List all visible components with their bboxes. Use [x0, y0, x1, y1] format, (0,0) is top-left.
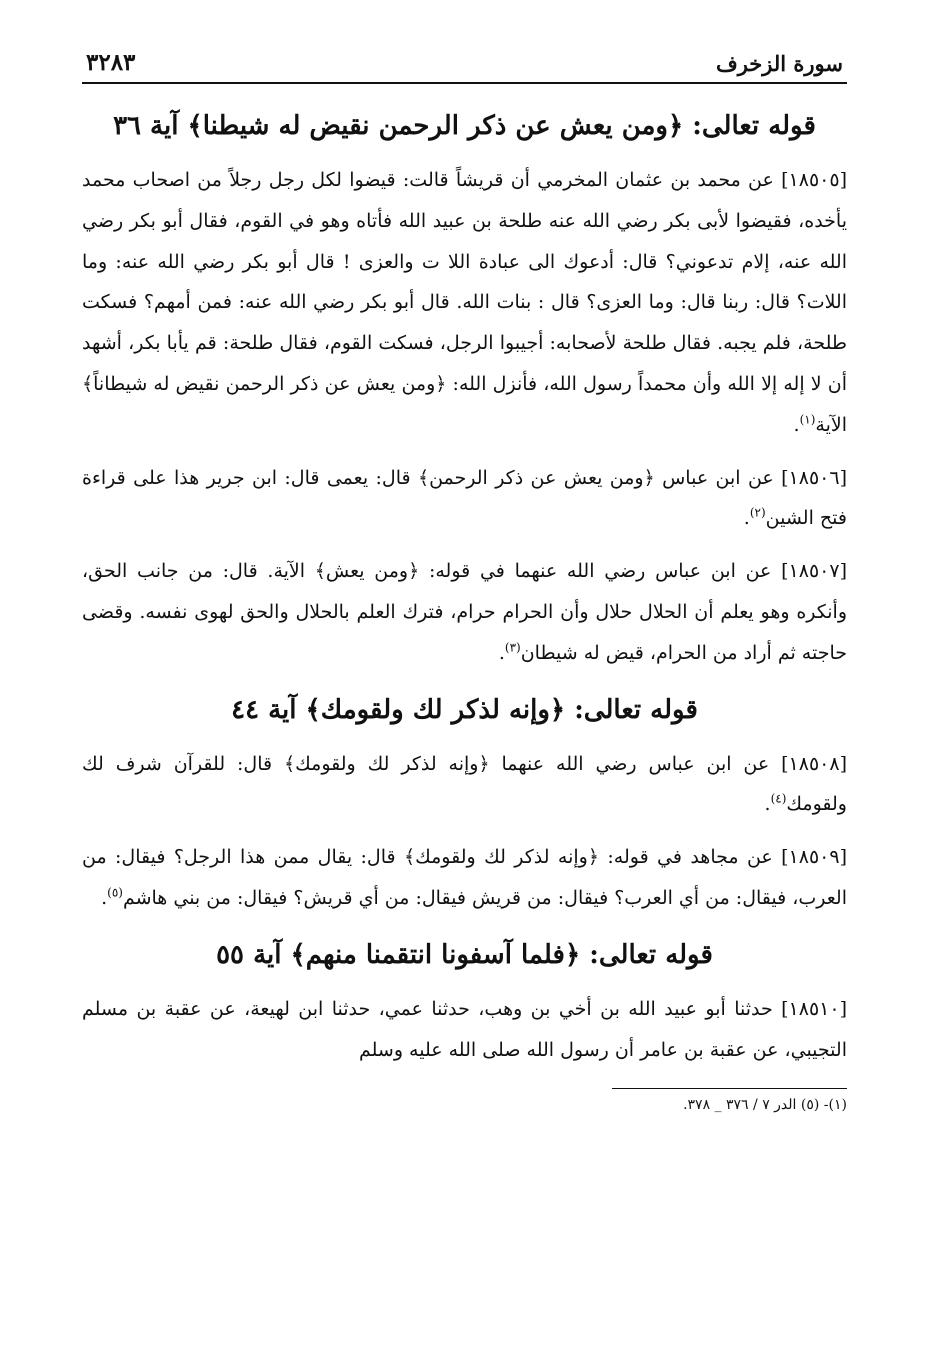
- paragraph-text: [١٨٥٠٩] عن مجاهد في قوله: ﴿وإنه لذكر لك ولقومك﴾ قال: يقال ممن هذا الرجل؟ فيقال: من العرب، فيقال: من أي العرب؟ فيقال: من قريش فيقال: من أي قريش؟ فيقال: من بني هاشم: [82, 846, 847, 909]
- footnote-ref: (٤): [770, 792, 787, 807]
- footnote-ref: (٣): [504, 640, 521, 655]
- narration-paragraph: [82, 551, 847, 673]
- page-number: ٣٢٨٣: [86, 49, 136, 76]
- narration-paragraph: [82, 744, 847, 826]
- trailing-punct: .: [793, 413, 800, 436]
- header-rule: [82, 82, 847, 84]
- trailing-punct: .: [498, 641, 505, 664]
- body-content: [82, 102, 847, 1070]
- trailing-punct: .: [101, 886, 108, 909]
- verse-heading: قوله تعالى: ﴿وإنه لذكر لك ولقومك﴾ آية ٤٤: [231, 694, 698, 725]
- paragraph-text: [١٨٥٠٦] عن ابن عباس ﴿ومن يعش عن ذكر الرحمن﴾ قال: يعمى قال: ابن جرير هذا على قراءة فتح الشين: [82, 466, 847, 530]
- footnote-ref: (١): [799, 412, 816, 427]
- verse-heading: قوله تعالى: ﴿فلما آسفونا انتقمنا منهم﴾ آية ٥٥: [216, 939, 713, 970]
- narration-paragraph: [82, 989, 847, 1071]
- trailing-punct: .: [743, 507, 750, 530]
- paragraph-text: [١٨٥١٠] حدثنا أبو عبيد الله بن أخي بن وهب، حدثنا عمي، حدثنا ابن لهيعة، عن عقبة بن مسلم التجيبي، عن عقبة بن عامر أن رسول الله صلى الله عليه وسلم: [82, 997, 847, 1061]
- footnote-ref: (٥): [107, 885, 123, 900]
- footnote: (١)- (٥) الدر ٧ / ٣٧٦ _ ٣٧٨.: [683, 1097, 847, 1114]
- paragraph-text: [١٨٥٠٥] عن محمد بن عثمان المخرمي أن قريشاً قالت: قيضوا لكل رجل رجلاً من اصحاب محمد يأخده، فقيضوا لأبى بكر رضي الله عنه طلحة بن عبيد الله فأتاه وهو في القوم، فقال أبو بكر رضي الله عنه، إلام تدعوني؟ قال: أدعوك الى عبادة اللا ت والعزى ! قال أبو بكر رضي الله عنه: وما اللات؟ قال: ربنا قال: وما العزى؟ قال : بنات الله. قال أبو بكر رضي الله عنه: فمن أمهم؟ فسكت طلحة، فلم يجبه. فقال طلحة لأصحابه: أجيبوا الرجل، فسكت القوم، فقال طلحة: قم يأبا بكر، أشهد أن لا إله إلا الله وأن محمداً رسول الله، فأنزل الله: ﴿ومن يعش عن ذكر الرحمن نقيض له شيطاناً﴾ الآية: [82, 169, 847, 436]
- running-header: [82, 40, 847, 80]
- trailing-punct: .: [764, 793, 771, 816]
- paragraph-text: [١٨٥٠٨] عن ابن عباس رضي الله عنهما ﴿وإنه لذكر لك ولقومك﴾ قال: للقرآن شرف لك ولقومك: [82, 752, 847, 816]
- narration-paragraph: [82, 458, 847, 540]
- narration-paragraph: [82, 160, 847, 446]
- verse-heading: قوله تعالى: ﴿ومن يعش عن ذكر الرحمن نقيض له شيطنا﴾ آية ٣٦: [113, 111, 816, 141]
- footnote-ref: (٢): [749, 506, 766, 521]
- footnote-rule: [612, 1088, 847, 1089]
- paragraph-text: [١٨٥٠٧] عن ابن عباس رضي الله عنهما في قوله: ﴿ومن يعش﴾ الآية. قال: من جانب الحق، وأنكره وهو يعلم أن الحلال حلال وأن الحرام حرام، فترك العلم بالحلال والحق لهوى نفسه. وقضى حاجته ثم أراد من الحرام، قيض له شيطان: [82, 560, 847, 664]
- narration-paragraph: [82, 837, 847, 919]
- surah-title: سورة الزخرف: [715, 51, 843, 76]
